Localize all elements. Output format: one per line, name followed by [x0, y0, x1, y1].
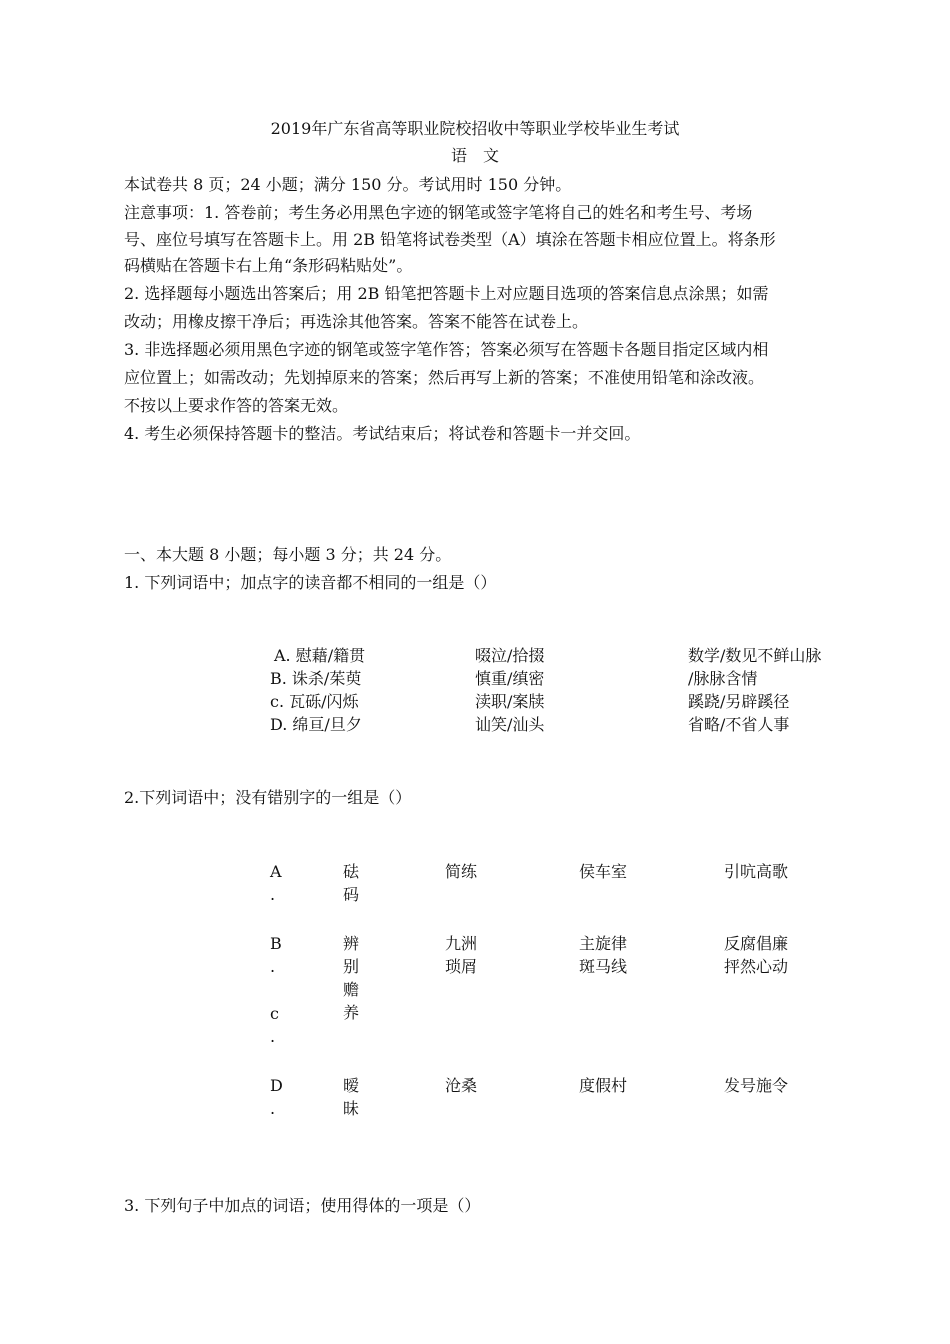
q2-option-bc-word1: 养: [343, 1003, 360, 1022]
q1-option-c-col2: 渎职/案牍: [475, 692, 545, 711]
q2-option-b-word3: 主旋律: [579, 934, 628, 953]
q1-option-b-col3: /脉脉含情: [688, 669, 758, 688]
exam-subject: 语 文: [450, 146, 499, 165]
notice-line: 注意事项：1. 答卷前；考生务必用黑色字迹的钢笔或签字笔将自己的姓名和考生号、考场: [124, 203, 753, 222]
q2-option-bc-word1: 赡: [343, 980, 360, 999]
q2-option-c-word3: 斑马线: [579, 957, 628, 976]
q1-option-c-col3: 蹊跷/另辟蹊径: [688, 692, 790, 711]
q2-option-c-word2: 琐屑: [445, 957, 478, 976]
q1-option-d-col2: 讪笑/汕头: [475, 715, 545, 734]
q2-option-b-word4: 反腐倡廉: [724, 934, 789, 953]
notice-line: 改动；用橡皮擦干净后；再选涂其他答案。答案不能答在试卷上。: [124, 312, 589, 331]
notice-line: 2. 选择题每小题选出答案后；用 2B 铅笔把答题卡上对应题目选项的答案信息点涂黑；如需: [124, 284, 769, 303]
q2-option-c-letter: c: [270, 1004, 279, 1023]
notice-line: 4. 考生必须保持答题卡的整洁。考试结束后；将试卷和答题卡一并交回。: [124, 424, 641, 443]
q2-option-a-dot: .: [270, 885, 276, 904]
notice-line: 号、座位号填写在答题卡上。用 2B 铅笔将试卷类型（A）填涂在答题卡相应位置上。将条形: [124, 230, 776, 249]
q2-option-a-word3: 侯车室: [579, 862, 628, 881]
q1-option-b-col2: 慎重/缜密: [475, 669, 545, 688]
q1-option-a-col3: 数学/数见不鲜山脉: [688, 646, 822, 665]
question-3-stem: 3. 下列句子中加点的词语；使用得体的一项是（）: [124, 1196, 481, 1215]
q1-option-d-col3: 省略/不省人事: [688, 715, 790, 734]
q2-option-d-letter: D: [270, 1076, 283, 1095]
question-1-stem: 1. 下列词语中；加点字的读音都不相同的一组是（）: [124, 573, 497, 592]
notice-line: 3. 非选择题必须用黑色字迹的钢笔或签字笔作答；答案必须写在答题卡各题目指定区域内相: [124, 340, 769, 359]
q1-option-a-col2: 啜泣/拾掇: [475, 646, 545, 665]
q2-option-a-word1: 砝: [343, 862, 360, 881]
q2-option-b-dot: .: [270, 957, 276, 976]
q2-option-a-word4: 引吭高歌: [724, 862, 789, 881]
notice-line: 应位置上；如需改动；先划掉原来的答案；然后再写上新的答案；不准使用铅笔和涂改液。: [124, 368, 765, 387]
q1-option-d-col1: D. 绵亘/旦夕: [270, 715, 362, 734]
q2-option-c-dot: .: [270, 1027, 276, 1046]
q2-option-b-word2: 九洲: [445, 934, 478, 953]
q2-option-d-word2: 沧桑: [445, 1076, 478, 1095]
notice-line: 不按以上要求作答的答案无效。: [124, 396, 349, 415]
q2-option-b-letter: B: [270, 934, 282, 953]
q2-option-bc-word1: 辨: [343, 934, 360, 953]
exam-title: 2019年广东省高等职业院校招收中等职业学校毕业生考试: [270, 119, 680, 138]
section-heading: 一、本大题 8 小题；每小题 3 分；共 24 分。: [124, 545, 452, 564]
notice-line: 码横贴在答题卡右上角“条形码粘贴处”。: [124, 256, 413, 275]
q2-option-c-word4: 抨然心动: [724, 957, 789, 976]
q2-option-bc-word1: 别: [343, 957, 360, 976]
q2-option-d-word3: 度假村: [579, 1076, 628, 1095]
q2-option-d-word4: 发号施令: [724, 1076, 789, 1095]
exam-summary: 本试卷共 8 页；24 小题；满分 150 分。考试用时 150 分钟。: [124, 175, 572, 194]
question-2-stem: 2.下列词语中；没有错别字的一组是（）: [124, 788, 412, 807]
q2-option-d-word1: 昧: [343, 1099, 360, 1118]
q2-option-d-word1: 暧: [343, 1076, 360, 1095]
q1-option-b-col1: B. 诛杀/茱萸: [270, 669, 362, 688]
q2-option-d-dot: .: [270, 1099, 276, 1118]
q1-option-a-col1: A. 慰藉/籍贯: [274, 646, 366, 665]
q2-option-a-word2: 简练: [445, 862, 478, 881]
q1-option-c-col1: c. 瓦砾/闪烁: [270, 692, 359, 711]
q2-option-a-word1: 码: [343, 885, 360, 904]
q2-option-a-letter: A: [270, 862, 282, 881]
